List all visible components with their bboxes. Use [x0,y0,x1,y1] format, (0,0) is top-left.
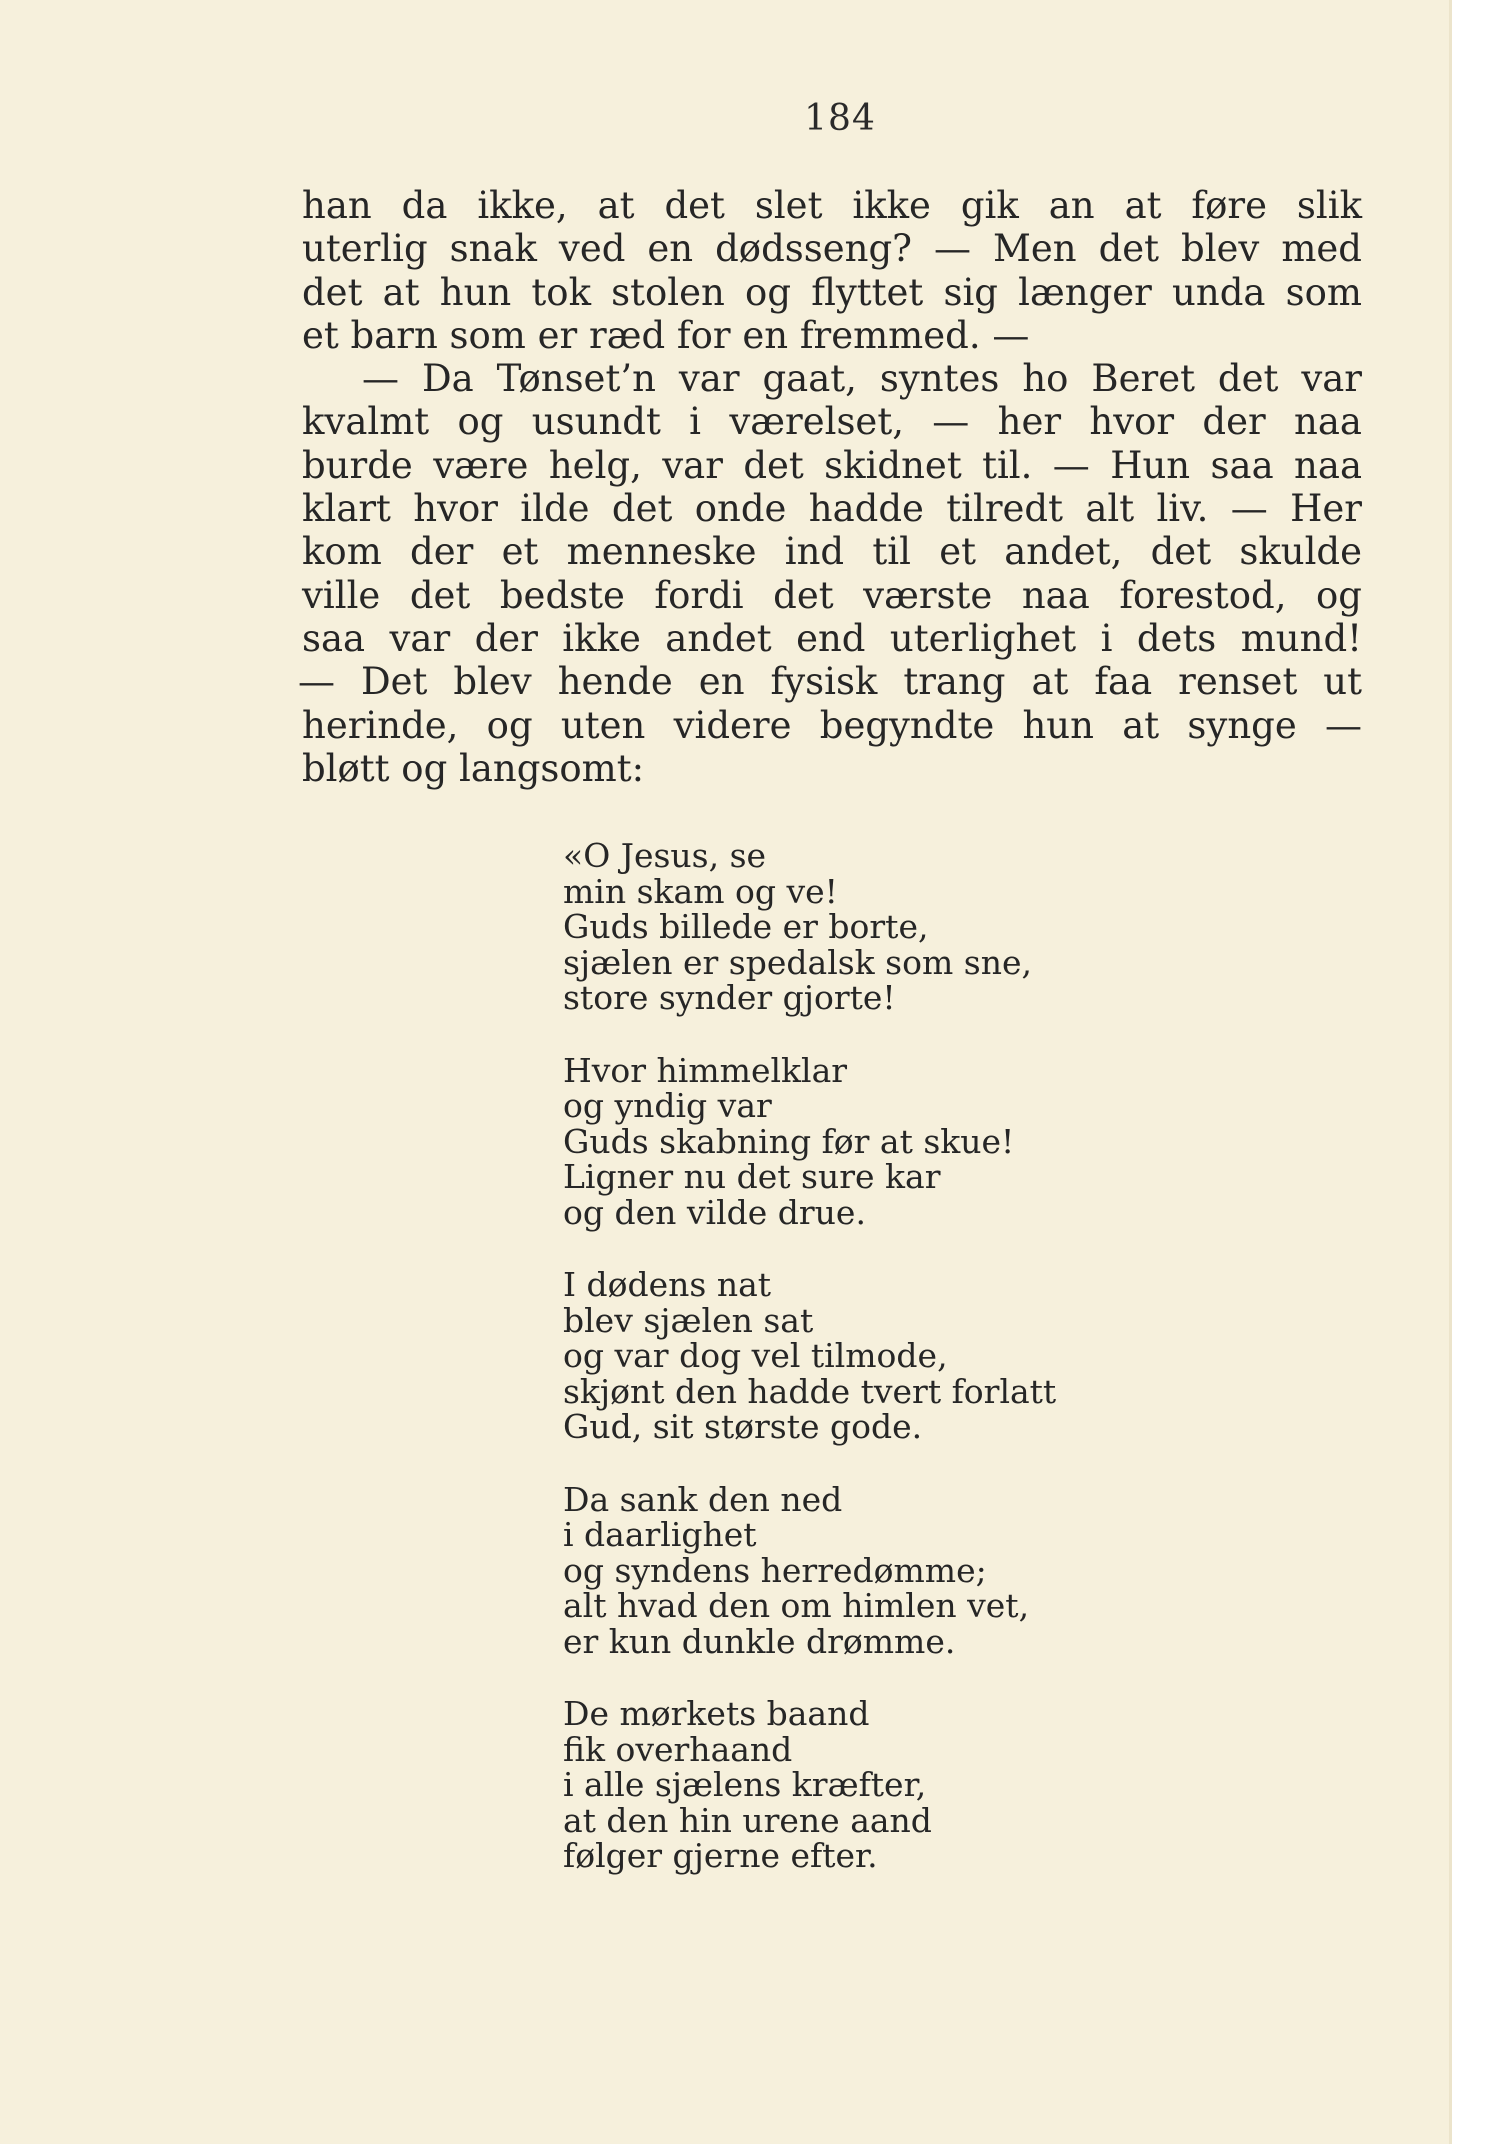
verse-line: Hvor himmelklar [563,1050,848,1090]
prose-line: bløtt og langsomt: [302,746,645,790]
prose-line: det at hun tok stolen og flyttet sig længer unda som [302,270,1362,314]
verse-line: Da sank den ned [563,1479,843,1519]
verse-line: fik overhaand [563,1729,793,1769]
verse-line: Gud, sit største gode. [563,1407,923,1446]
hymn-verses [563,838,1056,1911]
stanza-5 [563,1696,1056,1874]
verse-line: store synder gjorte! [563,978,896,1017]
verse-line: I dødens nat [563,1265,772,1304]
prose-line: herinde, og uten videre begyndte hun at synge — [302,703,1362,747]
prose-line: klart hvor ilde det onde hadde tilredt alt liv. — Her [302,487,1362,531]
stanza-4 [563,1479,1056,1661]
prose-line: — Da Tønset’n var gaat, syntes ho Beret det var [362,357,1362,401]
prose-line: ville det bedste fordi det værste naa forestod, og [302,573,1362,617]
verse-line: og den vilde drue. [563,1192,866,1232]
scan-margin [1452,0,1504,2144]
verse-line: Ligner nu det sure kar [563,1157,941,1196]
stanza-1 [563,838,1056,1016]
verse-line: alt hvad den om himlen vet, [563,1586,1030,1625]
prose-line: saa var der ikke andet end uterlighet i dets mund! [302,616,1362,660]
verse-line: og var dog vel tilmode, [563,1336,948,1375]
stanza-3 [563,1267,1056,1445]
verse-line: blev sjælen sat [563,1300,814,1340]
verse-line: i daarlighet [563,1515,757,1554]
prose-paragraphs [298,184,1362,790]
verse-line: er kun dunkle drømme. [563,1621,956,1661]
verse-line: min skam og ve! [563,871,838,911]
stanza-2 [563,1050,1056,1232]
verse-line: sjælen er spedalsk som sne, [563,942,1032,982]
verse-line: skjønt den hadde tvert forlatt [563,1371,1057,1411]
verse-line: De mørkets baand [563,1694,870,1733]
prose-line: kom der et menneske ind til et andet, det skulde [302,530,1362,574]
prose-line: uterlig snak ved en dødsseng? — Men det blev med [302,227,1362,271]
verse-line: og yndig var [563,1086,772,1125]
prose-line: kvalmt og usundt i værelset, — her hvor der naa [302,400,1362,444]
prose-line: han da ikke, at det slet ikke gik an at føre slik [302,184,1362,227]
verse-line: «O Jesus, se [563,836,767,875]
verse-line: i alle sjælens kræfter, [563,1765,927,1804]
verse-line: følger gjerne efter. [563,1836,878,1875]
prose-line: burde være helg, var det skidnet til. — Hun saa naa [302,443,1362,487]
prose-line: — Det blev hende en fysisk trang at faa renset ut [298,660,1362,704]
verse-line: at den hin urene aand [563,1800,932,1840]
prose-line: et barn som er ræd for en fremmed. — [302,313,1030,357]
verse-line: Guds billede er borte, [563,907,929,946]
page-number: 184 [804,98,876,139]
verse-line: Guds skabning før at skue! [563,1121,1015,1161]
verse-line: og syndens herredømme; [563,1550,987,1590]
